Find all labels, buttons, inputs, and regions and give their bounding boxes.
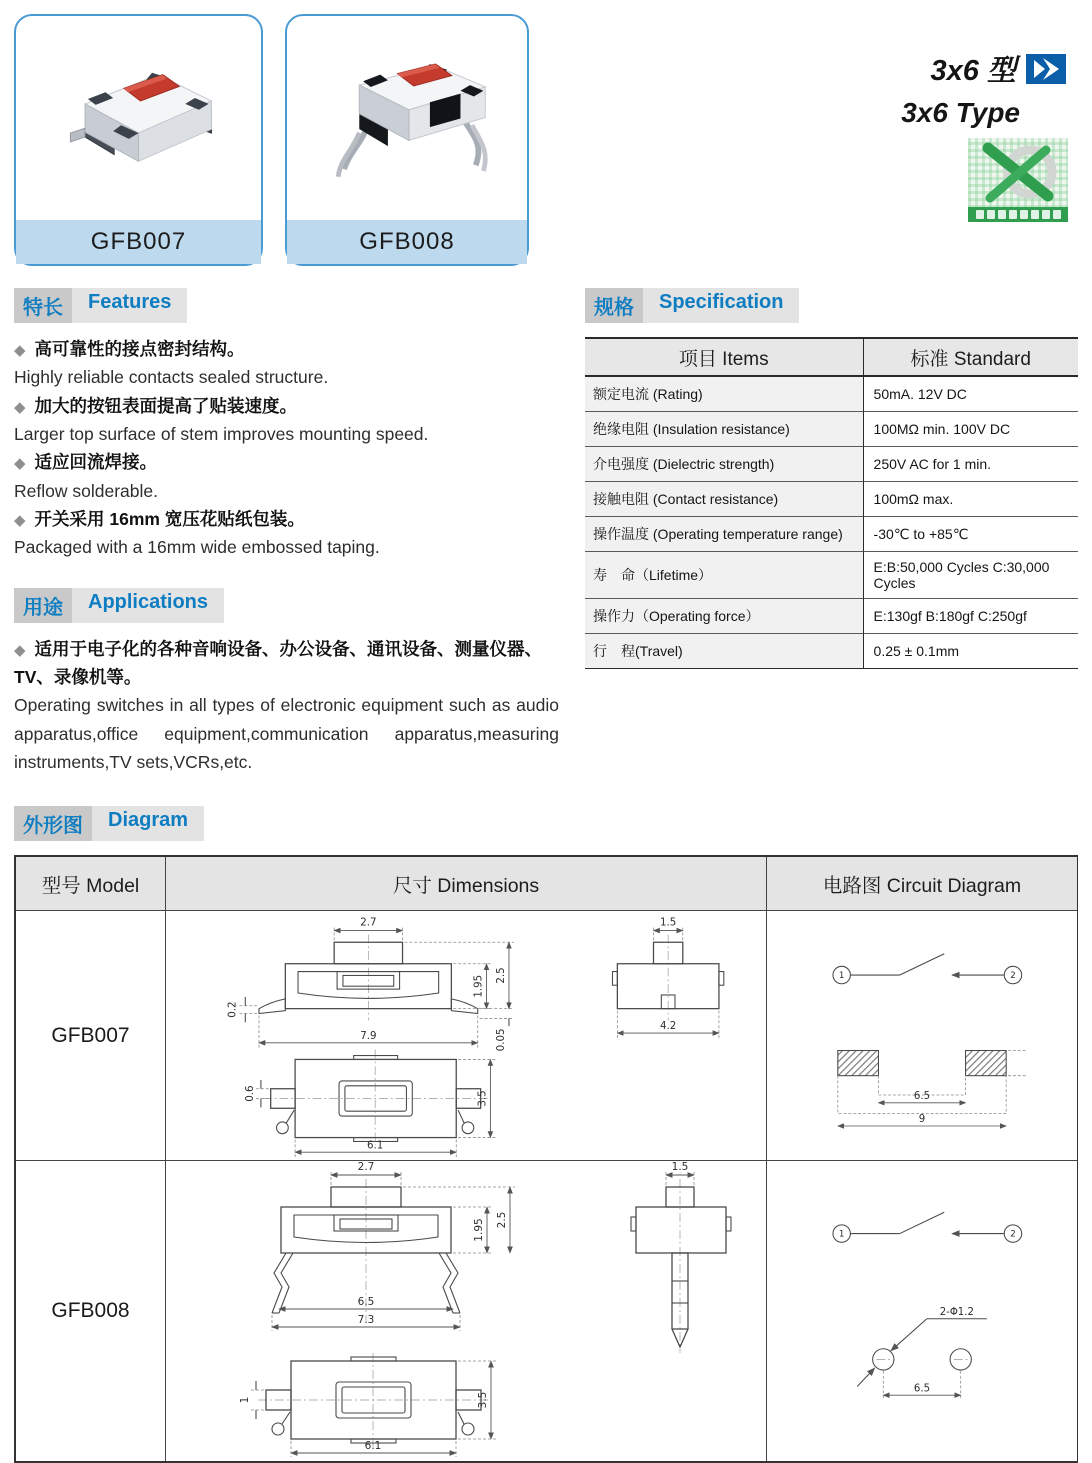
dim-label: 4.2 — [659, 1020, 677, 1033]
spec-row-item: 介电强度 (Dielectric strength) — [585, 447, 864, 482]
gfb007-circuit-diagram — [772, 911, 1072, 1161]
dim-label: 2.5 — [495, 967, 508, 984]
right-column — [585, 288, 1078, 776]
specification-title-cn: 规格 — [585, 288, 643, 323]
spec-row-standard: 100MΩ min. 100V DC — [864, 412, 1078, 447]
features-title-cn: 特长 — [14, 288, 72, 323]
dim-label: 3.5 — [477, 1392, 489, 1409]
gfb008-top-view — [239, 1353, 496, 1457]
dim-label: 6.1 — [367, 1139, 384, 1152]
diagram-col-circuit: 电路图 Circuit Diagram — [767, 857, 1077, 911]
feature-item-en: Larger top surface of stem improves mounting speed. — [14, 424, 429, 445]
product-photo-gfb008 — [287, 16, 527, 220]
diagram-title-cn: 外形图 — [14, 806, 92, 841]
feature-item-en: Packaged with a 16mm wide embossed taping. — [14, 537, 380, 558]
features-section-header — [14, 288, 187, 323]
spec-row-standard: 0.25 ± 0.1mm — [864, 634, 1078, 668]
features-list — [14, 335, 559, 562]
product-card-gfb007 — [14, 14, 263, 266]
middle-columns — [0, 272, 1092, 776]
certification-logo — [968, 138, 1068, 222]
dim-label: 3.5 — [476, 1090, 489, 1107]
spec-row-standard: 250V AC for 1 min. — [864, 447, 1078, 482]
dimensions-cell-gfb008 — [166, 1161, 767, 1461]
gfb007-front-view — [227, 917, 514, 1052]
diamond-bullet: ◆ — [14, 455, 26, 473]
dim-label: 1.95 — [473, 1218, 485, 1243]
spec-col-items: 项目 Items — [585, 339, 864, 377]
gfb007-dimension-drawing — [166, 911, 766, 1161]
model-cell-gfb008: GFB008 — [16, 1161, 166, 1461]
spec-row-standard: E:B:50,000 Cycles C:30,000 Cycles — [864, 552, 1078, 599]
applications-title-cn: 用途 — [14, 588, 72, 623]
spec-row-standard: 50mA. 12V DC — [864, 377, 1078, 412]
diamond-bullet: ◆ — [14, 641, 26, 659]
logo-text-strip — [968, 207, 1068, 222]
diamond-bullet: ◆ — [14, 512, 26, 530]
diagram-col-model: 型号 Model — [16, 857, 166, 911]
feature-text: 适应回流焊接。 — [34, 452, 158, 473]
applications-cn-text: 适用于电子化的各种音响设备、办公设备、通讯设备、测量仪器、TV、录像机等。 — [14, 638, 543, 688]
product-label: GFB008 — [287, 220, 527, 264]
spec-row-item: 操作力（Operating force） — [585, 599, 864, 634]
type-header — [901, 48, 1066, 129]
spec-row-item: 行 程(Travel) — [585, 634, 864, 668]
dim-label: 6.5 — [913, 1090, 931, 1102]
product-label: GFB007 — [16, 220, 261, 264]
applications-en: Operating switches in all types of electronic equipment such as audio apparatus,office equipment,communication apparatus,measuring instruments,TV sets,VCRs,etc. — [14, 695, 559, 773]
diamond-bullet: ◆ — [14, 398, 26, 416]
terminal-number: 1 — [838, 970, 845, 981]
switch-symbol — [833, 1213, 1022, 1243]
type-title-cn: 3x6 型 — [930, 55, 1016, 87]
spec-row-item: 额定电流 (Rating) — [585, 377, 864, 412]
top-row — [0, 0, 1092, 272]
switch-symbol — [833, 954, 1022, 984]
type-title-en: 3x6 Type — [901, 97, 1020, 128]
dim-label: 2-Φ1.2 — [939, 1307, 974, 1319]
diamond-bullet: ◆ — [14, 342, 26, 359]
product-card-gfb008 — [285, 14, 529, 266]
spec-row-item: 寿 命（Lifetime） — [585, 552, 864, 599]
spec-row-standard: E:130gf B:180gf C:250gf — [864, 599, 1078, 634]
dim-label: 2.7 — [360, 916, 377, 929]
feature-item-cn — [14, 335, 559, 363]
applications-section-header — [14, 588, 224, 623]
applications-text — [14, 635, 559, 777]
specification-section-header — [585, 288, 799, 323]
diagram-col-dimensions: 尺寸 Dimensions — [166, 857, 767, 911]
switch-photo-dip — [302, 28, 512, 208]
dim-label: 6.5 — [357, 1296, 375, 1309]
gfb007-side-view — [612, 917, 723, 1038]
dim-label: 0.2 — [226, 1001, 239, 1018]
dim-label: 1.5 — [671, 1161, 689, 1174]
feature-item-cn — [14, 505, 559, 533]
feature-item-cn — [14, 448, 559, 476]
gfb007-top-view — [244, 1050, 495, 1157]
feature-text: 高可靠性的接点密封结构。 — [34, 339, 245, 359]
diagram-table — [14, 855, 1078, 1463]
left-column — [14, 288, 559, 776]
switch-photo-smd — [31, 28, 246, 208]
diagram-section — [0, 776, 1092, 1463]
circuit-cell-gfb008 — [767, 1161, 1077, 1461]
dim-label: 2.7 — [357, 1161, 375, 1174]
applications-section — [14, 588, 559, 777]
dim-label: 1.95 — [472, 974, 485, 998]
feature-item-cn — [14, 392, 559, 420]
specification-title-en: Specification — [643, 288, 799, 323]
product-photo-gfb007 — [16, 16, 261, 220]
dim-label: 7.9 — [360, 1029, 377, 1042]
pcb-hole-pattern — [857, 1307, 987, 1400]
dim-label: 6.1 — [364, 1440, 382, 1453]
pcb-land-pattern — [838, 1050, 1026, 1125]
dim-label: 0.05 — [495, 1028, 508, 1052]
applications-title-en: Applications — [72, 588, 224, 623]
spec-row-item: 接触电阻 (Contact resistance) — [585, 482, 864, 517]
model-cell-gfb007: GFB007 — [16, 911, 166, 1161]
circuit-cell-gfb007 — [767, 911, 1077, 1161]
terminal-number: 2 — [1010, 1229, 1016, 1240]
dim-label: 1 — [239, 1397, 251, 1404]
gfb008-circuit-diagram — [772, 1161, 1072, 1461]
applications-cn — [14, 635, 559, 692]
dim-label: 1.5 — [659, 916, 677, 929]
terminal-number: 1 — [838, 1229, 845, 1240]
dimensions-cell-gfb007 — [166, 911, 767, 1161]
dim-label: 6.5 — [913, 1383, 931, 1395]
spec-col-standard: 标准 Standard — [864, 339, 1078, 377]
spec-row-item: 操作温度 (Operating temperature range) — [585, 517, 864, 552]
feature-text: 加大的按钮表面提高了贴装速度。 — [34, 395, 298, 416]
dim-label: 2.5 — [496, 1212, 508, 1229]
dim-label: 9 — [918, 1114, 926, 1126]
terminal-number: 2 — [1010, 970, 1016, 981]
spec-row-standard: 100mΩ max. — [864, 482, 1078, 517]
gfb008-side-view — [631, 1161, 731, 1353]
spec-row-standard: -30℃ to +85℃ — [864, 517, 1078, 552]
dim-label: 0.6 — [244, 1085, 257, 1102]
diagram-section-header — [14, 806, 204, 841]
feature-text: 开关采用 16mm 宽压花贴纸包装。 — [34, 509, 305, 530]
gfb008-front-view — [272, 1161, 515, 1331]
feature-item-en: Reflow solderable. — [14, 480, 158, 501]
specification-table — [585, 337, 1078, 669]
diagram-title-en: Diagram — [92, 806, 204, 841]
spec-row-item: 绝缘电阻 (Insulation resistance) — [585, 412, 864, 447]
green-x-logo — [974, 140, 1062, 204]
gfb008-dimension-drawing — [166, 1161, 766, 1461]
feature-item-en: Highly reliable contacts sealed structure. — [14, 367, 329, 388]
double-chevron-arrow-icon — [1026, 54, 1066, 84]
dim-label: 7.3 — [357, 1314, 375, 1327]
features-title-en: Features — [72, 288, 187, 323]
